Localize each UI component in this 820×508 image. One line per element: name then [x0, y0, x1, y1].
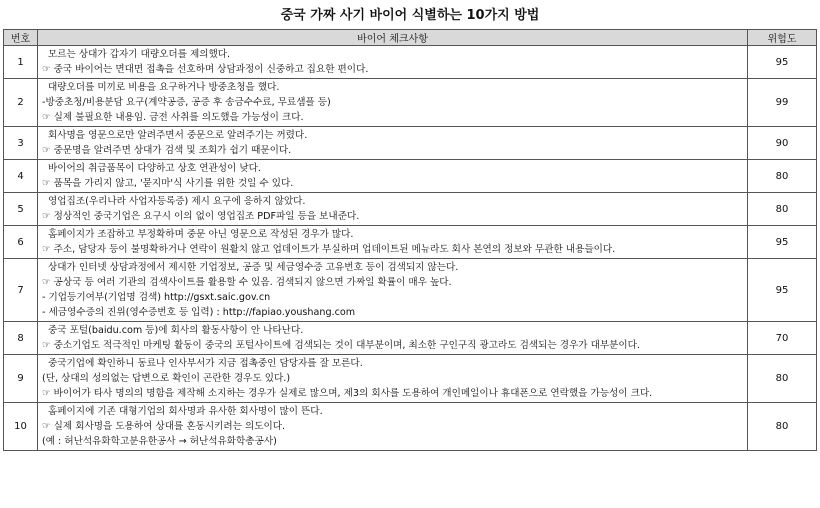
row-description: [38, 322, 748, 355]
description-line: - 세금영수증의 진위(영수증번호 등 입력) : http://fapiao.youshang.com: [42, 307, 356, 318]
description-line: (단, 상대의 성의없는 답변으로 확인이 곤란한 경우도 있다.): [42, 373, 291, 384]
row-number: 7: [4, 259, 38, 322]
row-risk-score: 95: [748, 226, 817, 259]
row-number: 5: [4, 193, 38, 226]
row-description: [38, 259, 748, 322]
row-description: [38, 403, 748, 451]
page-title: 중국 가짜 사기 바이어 식별하는 10가지 방법: [280, 8, 540, 23]
description-line: -방중초청/비용분담 요구(계약공증, 공증 후 송금수수료, 무료샘플 등): [42, 97, 331, 108]
row-number: 4: [4, 160, 38, 193]
description-line: 대량오더를 미끼로 비용을 요구하거나 방중초청을 했다.: [48, 82, 280, 93]
row-description: [38, 79, 748, 127]
table-row: [4, 79, 817, 127]
table-row: [4, 403, 817, 451]
description-line: 영업집조(우리나라 사업자등록증) 제시 요구에 응하지 않았다.: [48, 196, 306, 207]
description-line: 회사명을 영문으로만 알려주면서 중문으로 알려주기는 꺼렸다.: [48, 130, 308, 141]
table-row: [4, 226, 817, 259]
description-line: 상대가 인터넷 상담과정에서 제시한 기업정보, 공증 및 세금영수증 고유번호 등이 검색되지 않는다.: [48, 262, 459, 273]
description-line: ☞ 품목을 가리지 않고, '묻지마'식 사기를 위한 것일 수 있다.: [42, 178, 294, 189]
description-line: ☞ 주소, 담당자 등이 불명확하거나 연락이 원활치 않고 업데이트가 부실하며 업데이트된 메뉴라도 회사 본연의 정보와 무관한 내용들이다.: [42, 244, 616, 255]
row-number: 6: [4, 226, 38, 259]
table-row: [4, 46, 817, 79]
row-risk-score: 99: [748, 79, 817, 127]
row-number: 3: [4, 127, 38, 160]
header-check: 바이어 체크사항: [38, 30, 748, 46]
row-risk-score: 80: [748, 160, 817, 193]
description-line: ☞ 공상국 등 여러 기관의 검색사이트를 활용할 수 있음. 검색되지 않으면 가짜일 확률이 매우 높다.: [42, 277, 452, 288]
table-row: [4, 127, 817, 160]
buyer-checklist-table: [3, 29, 817, 451]
row-risk-score: 80: [748, 355, 817, 403]
description-line: 중국기업에 확인하니 동료나 인사부서가 지금 접촉중인 담당자를 잘 모른다.: [48, 358, 363, 369]
row-risk-score: 95: [748, 46, 817, 79]
header-risk: 위험도: [748, 30, 817, 46]
description-line: ☞ 중국 바이어는 면대면 접촉을 선호하며 상담과정이 신중하고 집요한 편이다.: [42, 64, 369, 75]
description-line: 모르는 상대가 갑자기 대량오더를 제의했다.: [48, 49, 231, 60]
description-line: 중국 포털(baidu.com 등)에 회사의 활동사항이 안 나타난다.: [48, 325, 304, 336]
row-risk-score: 80: [748, 403, 817, 451]
description-line: 홈페이지가 조잡하고 부정확하며 중문 아닌 영문으로 작성된 경우가 많다.: [48, 229, 354, 240]
description-line: ☞ 실제 회사명을 도용하여 상대를 혼동시키려는 의도이다.: [42, 421, 286, 432]
row-risk-score: 70: [748, 322, 817, 355]
table-row: [4, 160, 817, 193]
row-number: 9: [4, 355, 38, 403]
table-header-row: [4, 30, 817, 46]
row-risk-score: 80: [748, 193, 817, 226]
description-line: ☞ 중소기업도 적극적인 마케팅 활동이 중국의 포털사이트에 검색되는 것이 대부분이며, 최소한 구인구직 광고라도 검색되는 경우가 대부분이다.: [42, 340, 640, 351]
description-line: ☞ 중문명을 알려주면 상대가 검색 및 조회가 쉽기 때문이다.: [42, 145, 292, 156]
row-risk-score: 95: [748, 259, 817, 322]
description-line: ☞ 정상적인 중국기업은 요구시 이의 없이 영업집조 PDF파일 등을 보내준다.: [42, 211, 360, 222]
row-description: [38, 355, 748, 403]
row-number: 8: [4, 322, 38, 355]
header-number: 번호: [4, 30, 38, 46]
table-row: [4, 193, 817, 226]
row-description: [38, 160, 748, 193]
table-row: [4, 322, 817, 355]
row-number: 2: [4, 79, 38, 127]
row-number: 1: [4, 46, 38, 79]
table-row: [4, 355, 817, 403]
row-description: [38, 46, 748, 79]
description-line: ☞ 바이어가 타사 명의의 명함을 제작해 소지하는 경우가 실제로 많으며, 제3의 회사를 도용하여 개인메일이나 휴대폰으로 연락했을 가능성이 크다.: [42, 388, 653, 399]
table-row: [4, 259, 817, 322]
description-line: - 기업등기여부(기업명 검색) http://gsxt.saic.gov.cn: [42, 292, 271, 303]
row-risk-score: 90: [748, 127, 817, 160]
description-line: 홈페이지에 기존 대형기업의 회사명과 유사한 회사명이 많이 뜬다.: [48, 406, 323, 417]
description-line: (예 : 허난석유화학고분유한공사 → 허난석유화학총공사): [42, 436, 277, 447]
description-line: 바이어의 취급품목이 다양하고 상호 연관성이 낮다.: [48, 163, 261, 174]
row-description: [38, 193, 748, 226]
row-description: [38, 226, 748, 259]
row-number: 10: [4, 403, 38, 451]
row-description: [38, 127, 748, 160]
description-line: ☞ 실제 불필요한 내용임. 금전 사취를 의도했을 가능성이 크다.: [42, 112, 304, 123]
